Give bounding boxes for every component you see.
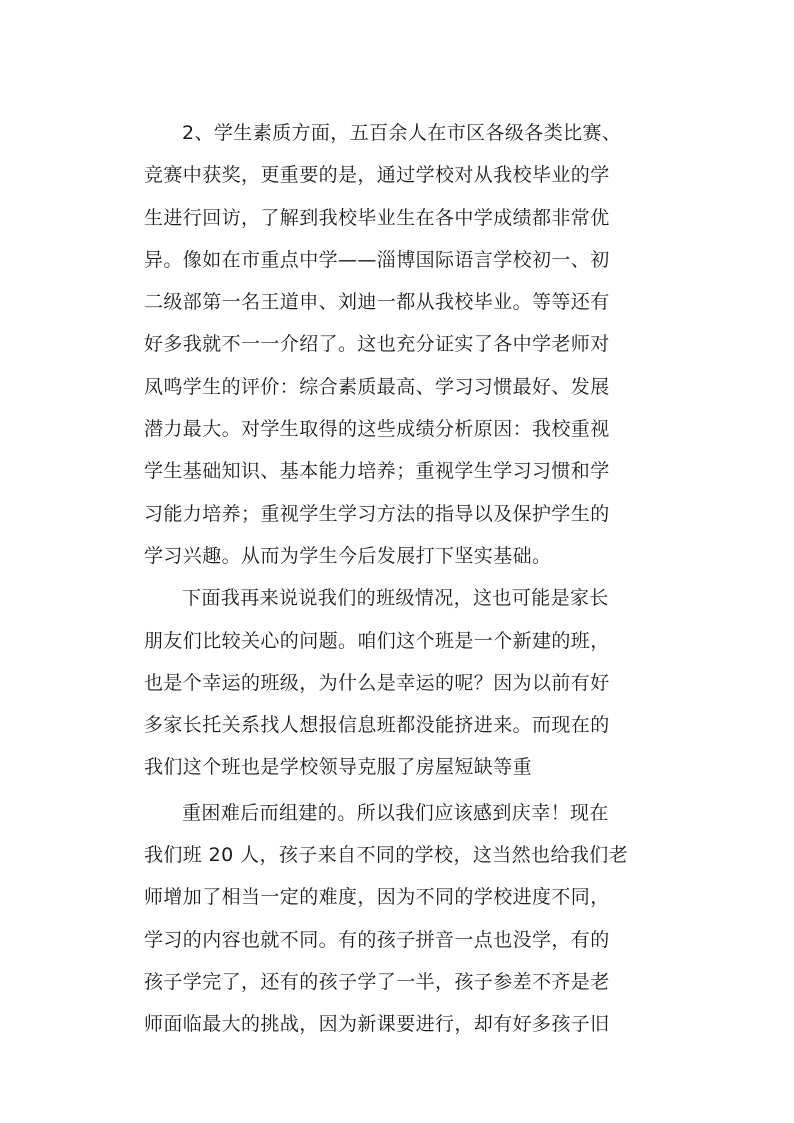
paragraph-3-line-3: 师增加了相当一定的难度，因为不同的学校进度不同， xyxy=(144,886,610,909)
paragraph-1-line-6: 好多我就不一一介绍了。这也充分证实了各中学老师对 xyxy=(144,333,610,356)
paragraph-1-line-8: 潜力最大。对学生取得的这些成绩分析原因：我校重视 xyxy=(144,418,610,441)
paragraph-2-line-4: 多家长托关系找人想报信息班都没能挤进来。而现在的 xyxy=(144,714,610,737)
document-body xyxy=(144,112,664,1046)
paragraph-1-line-11: 学习兴趣。从而为学生今后发展打下坚实基础。 xyxy=(144,544,552,567)
paragraph-3-line-1: 重困难后而组建的。所以我们应该感到庆幸！现在 xyxy=(182,801,609,824)
paragraph-3-line-4: 学习的内容也就不同。有的孩子拼音一点也没学，有的 xyxy=(144,928,610,951)
paragraph-1-line-2: 竞赛中获奖，更重要的是，通过学校对从我校毕业的学 xyxy=(144,164,610,187)
paragraph-3-line-5: 孩子学完了，还有的孩子学了一半，孩子参差不齐是老 xyxy=(144,970,610,993)
paragraph-1-line-1: 2、学生素质方面，五百余人在市区各级各类比赛、 xyxy=(182,122,622,144)
paragraph-2-line-1: 下面我再来说说我们的班级情况，这也可能是家长 xyxy=(182,587,609,610)
paragraph-3-line-6: 师面临最大的挑战，因为新课要进行，却有好多孩子旧 xyxy=(144,1013,610,1036)
paragraph-1-line-4: 异。像如在市重点中学——淄博国际语言学校初一、初 xyxy=(144,248,610,271)
paragraph-2-line-3: 也是个幸运的班级，为什么是幸运的呢？因为以前有好 xyxy=(144,671,610,694)
paragraph-1-line-7: 凤鸣学生的评价：综合素质最高、学习习惯最好、发展 xyxy=(144,375,610,398)
paragraph-1-line-5: 二级部第一名王道申、刘迪一都从我校毕业。等等还有 xyxy=(144,291,610,314)
paragraph-3-line-2: 我们班 20 人，孩子来自不同的学校，这当然也给我们老 xyxy=(144,844,629,867)
paragraph-1-line-9: 学生基础知识、基本能力培养；重视学生学习习惯和学 xyxy=(144,460,610,483)
paragraph-1-line-3: 生进行回访，了解到我校毕业生在各中学成绩都非常优 xyxy=(144,206,610,229)
paragraph-2-line-5: 我们这个班也是学校领导克服了房屋短缺等重 xyxy=(144,756,533,779)
paragraph-1-line-10: 习能力培养；重视学生学习方法的指导以及保护学生的 xyxy=(144,502,610,525)
paragraph-2-line-2: 朋友们比较关心的问题。咱们这个班是一个新建的班， xyxy=(144,629,610,652)
